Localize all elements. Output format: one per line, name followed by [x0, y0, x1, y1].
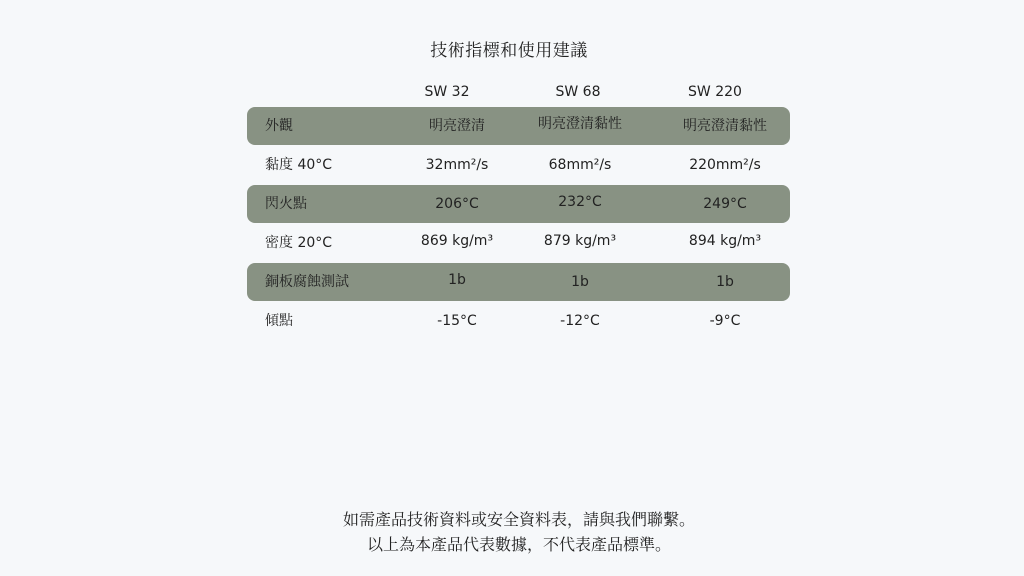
table-cell: 1b: [571, 274, 589, 290]
table-cell: 220mm²/s: [689, 157, 761, 173]
table-row-appearance: [247, 107, 790, 145]
column-header-sw220: SW 220: [688, 84, 742, 100]
row-label: 黏度 40°C: [265, 157, 333, 173]
table-cell: 32mm²/s: [425, 157, 489, 173]
table-row-density: [247, 224, 790, 262]
row-label: 外觀: [265, 118, 293, 134]
table-cell: 894 kg/m³: [688, 233, 762, 249]
table-row-pour-point: [247, 302, 790, 340]
table-cell: 1b: [716, 274, 734, 290]
table-cell: -15°C: [437, 313, 477, 329]
table-cell: 明亮澄清: [429, 118, 485, 134]
table-row-copper-corrosion: [247, 263, 790, 301]
table-cell: 68mm²/s: [548, 157, 612, 173]
table-cell: 明亮澄清黏性: [538, 116, 622, 132]
table-row-flash-point: [247, 185, 790, 223]
footer-disclaimer: 以上為本產品代表數據，不代表產品標準。: [366, 535, 671, 554]
table-cell: -9°C: [709, 313, 741, 329]
row-label: 密度 20°C: [265, 235, 333, 251]
row-label: 銅板腐蝕測試: [265, 274, 349, 290]
table-cell: 232°C: [558, 194, 602, 210]
table-cell: 249°C: [703, 196, 747, 212]
table-cell: 869 kg/m³: [420, 233, 494, 249]
table-row-viscosity: [247, 146, 790, 184]
table-cell: 206°C: [435, 196, 479, 212]
page-title: 技術指標和使用建議: [430, 41, 588, 61]
table-cell: 明亮澄清黏性: [683, 118, 767, 134]
column-header-sw68: SW 68: [555, 84, 601, 100]
row-label: 傾點: [265, 313, 293, 329]
row-label: 閃火點: [265, 196, 307, 212]
table-cell: 1b: [448, 272, 466, 288]
table-cell: 879 kg/m³: [543, 233, 617, 249]
table-cell: -12°C: [560, 313, 600, 329]
column-header-sw32: SW 32: [424, 84, 470, 100]
footer-contact-note: 如需產品技術資料或安全資料表，請與我們聯繫。: [342, 510, 695, 529]
